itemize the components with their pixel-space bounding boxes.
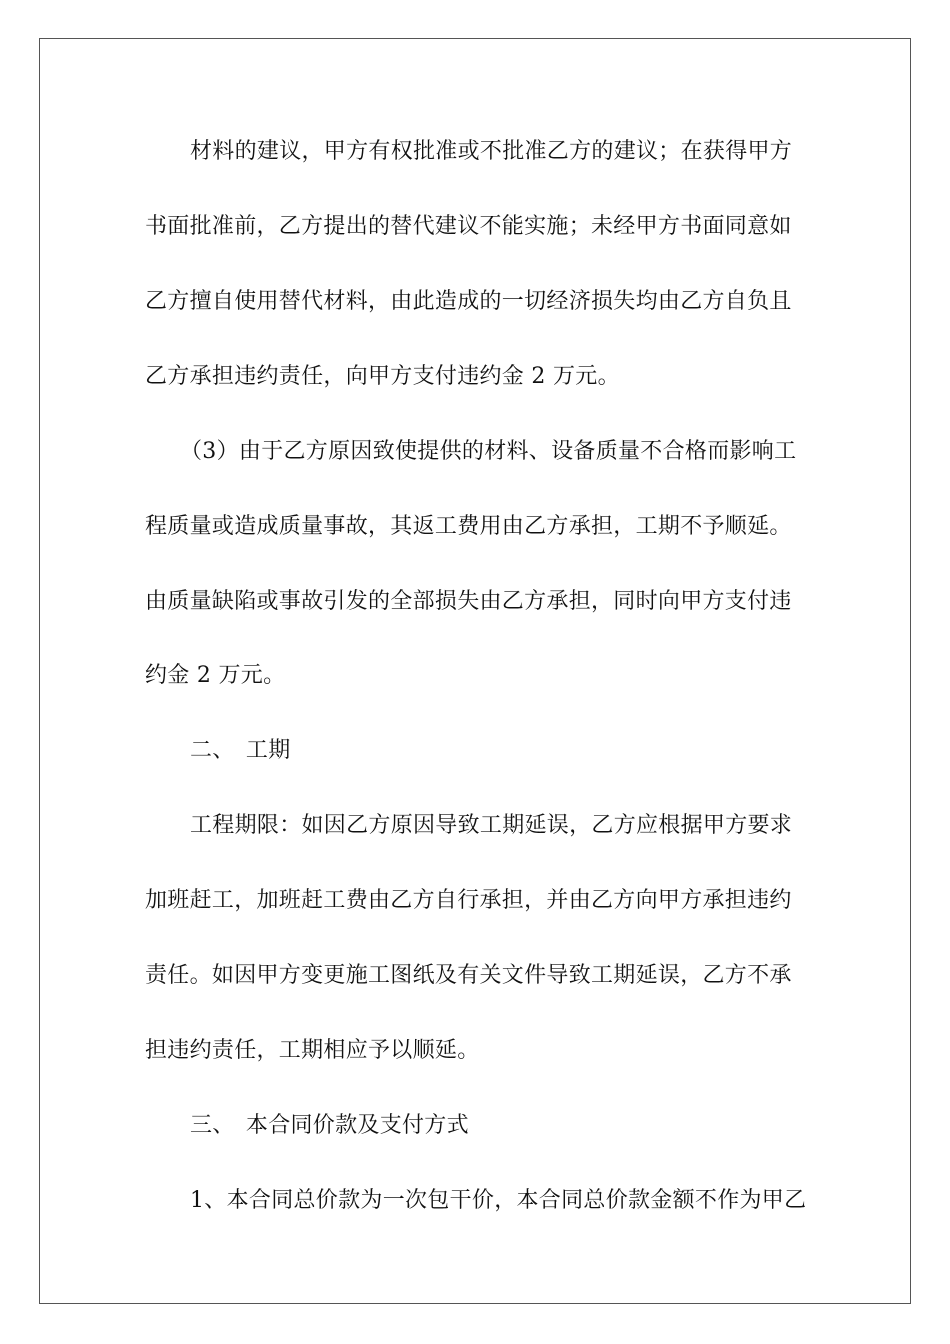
paragraph-line: 工程期限：如因乙方原因导致工期延误，乙方应根据甲方要求: [190, 813, 793, 838]
paragraph-line: 乙方擅自使用替代材料，由此造成的一切经济损失均由乙方自负且: [145, 289, 792, 314]
paragraph-line: 书面批准前，乙方提出的替代建议不能实施；未经甲方书面同意如: [145, 214, 792, 239]
paragraph-line: 责任。如因甲方变更施工图纸及有关文件导致工期延误，乙方不承: [145, 963, 792, 988]
paragraph-line: 加班赶工，加班赶工费由乙方自行承担，并由乙方向甲方承担违约: [145, 888, 792, 913]
paragraph-line: 约金 2 万元。: [145, 663, 286, 688]
paragraph-line: （3）由于乙方原因致使提供的材料、设备质量不合格而影响工: [180, 439, 797, 464]
section-heading-schedule: 二、 工期: [190, 738, 291, 763]
paragraph-line: 程质量或造成质量事故，其返工费用由乙方承担，工期不予顺延。: [145, 514, 792, 539]
paragraph-line: 乙方承担违约责任，向甲方支付违约金 2 万元。: [145, 364, 620, 389]
paragraph-line: 担违约责任，工期相应予以顺延。: [145, 1038, 480, 1063]
section-heading-payment: 三、 本合同价款及支付方式: [190, 1113, 469, 1138]
paragraph-line: 1、本合同总价款为一次包干价，本合同总价款金额不作为甲乙: [190, 1188, 807, 1213]
paragraph-line: 材料的建议，甲方有权批准或不批准乙方的建议；在获得甲方: [190, 139, 793, 164]
paragraph-line: 由质量缺陷或事故引发的全部损失由乙方承担，同时向甲方支付违: [145, 589, 792, 614]
